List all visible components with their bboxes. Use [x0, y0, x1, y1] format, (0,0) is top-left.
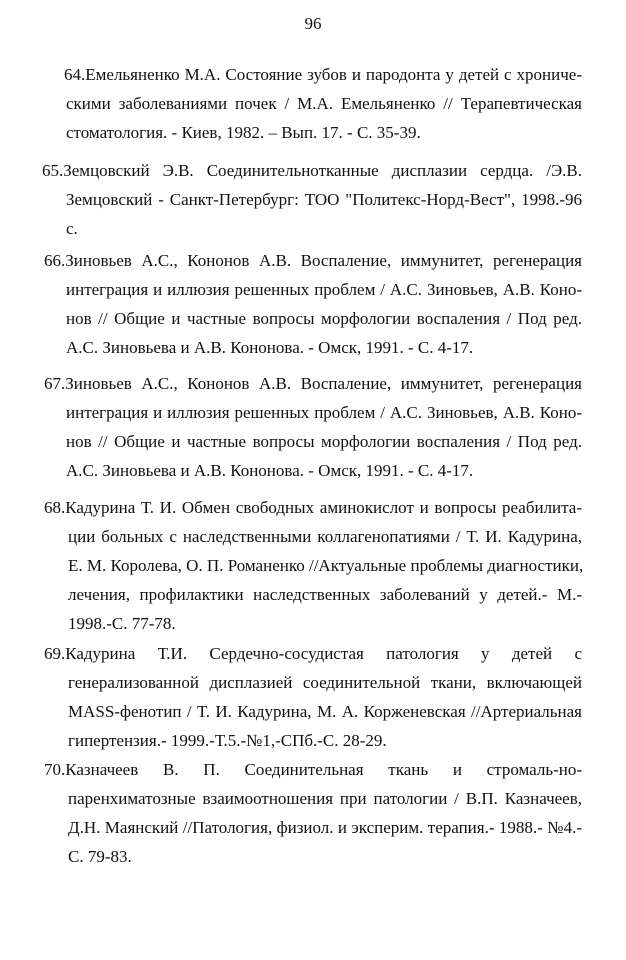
reference-line: скими заболеваниями почек / М.А. Емельяненко // Терапевтическая [66, 94, 582, 113]
reference-first-line [44, 759, 582, 781]
reference-first-line [44, 250, 582, 272]
reference-text: Кадурина Т.И. Сердечно-сосудистая патология у детей с [65, 644, 582, 663]
reference-first-line [64, 64, 582, 86]
reference-first-line [44, 643, 582, 665]
reference-line: лечения, профилактики наследственных заболеваний у детей.- М.- [68, 585, 582, 604]
reference-line: MASS-фенотип / Т. И. Кадурина, М. А. Корженевская //Артериальная [68, 702, 582, 721]
reference-line: паренхиматозные взаимоотношения при патологии / В.П. Казначеев, [68, 789, 582, 808]
reference-line: генерализованной дисплазией соединительной ткани, включающей [68, 673, 582, 692]
reference-number: 70. [44, 760, 66, 779]
reference-number: 68. [44, 498, 66, 517]
reference-text: Кадурина Т. И. Обмен свободных аминокислот и вопросы реабилита- [65, 498, 582, 517]
reference-text: Зиновьев А.С., Кононов А.В. Воспаление, иммунитет, регенерация [65, 374, 582, 393]
reference-first-line [44, 497, 582, 519]
reference-number: 69. [44, 644, 66, 663]
reference-text: Зиновьев А.С., Кононов А.В. Воспаление, иммунитет, регенерация [65, 251, 582, 270]
reference-first-line [44, 373, 582, 395]
reference-number: 64. [64, 65, 86, 84]
reference-line: гипертензия.- 1999.-Т.5.-№1,-СПб.-С. 28-29. [68, 731, 387, 750]
reference-number: 65. [42, 161, 64, 180]
reference-line: Е. М. Королева, О. П. Романенко //Актуальные проблемы диагностики, [68, 556, 584, 575]
reference-text: Земцовский Э.В. Соединительнотканные дисплазии сердца. /Э.В. [63, 161, 582, 180]
reference-line: ции больных с наследственными коллагенопатиями / Т. И. Кадурина, [68, 527, 582, 546]
reference-line: А.С. Зиновьева и А.В. Кононова. - Омск, 1991. - С. 4-17. [66, 461, 474, 480]
reference-line: интеграция и иллюзия решенных проблем / А.С. Зиновьев, А.В. Коно- [66, 403, 582, 422]
reference-line: Д.Н. Маянский //Патология, физиол. и эксперим. терапия.- 1988.- №4.- [68, 818, 582, 837]
page-number: 96 [304, 14, 322, 33]
reference-line: интеграция и иллюзия решенных проблем / А.С. Зиновьев, А.В. Коно- [66, 280, 582, 299]
reference-text: Емельяненко М.А. Состояние зубов и пародонта у детей с хрониче- [85, 65, 582, 84]
reference-line: с. [66, 219, 78, 238]
reference-number: 67. [44, 374, 66, 393]
reference-text: Казначеев В. П. Соединительная ткань и стромаль-но- [65, 760, 582, 779]
reference-line: А.С. Зиновьева и А.В. Кононова. - Омск, 1991. - С. 4-17. [66, 338, 474, 357]
reference-first-line [42, 160, 582, 182]
reference-line: С. 79-83. [68, 847, 132, 866]
reference-line: нов // Общие и частные вопросы морфологии воспаления / Под ред. [66, 432, 582, 451]
reference-number: 66. [44, 251, 66, 270]
reference-line: 1998.-С. 77-78. [68, 614, 176, 633]
reference-line: Земцовский - Санкт-Петербург: ТОО "Политекс-Норд-Вест", 1998.-96 [66, 190, 582, 209]
reference-line: стоматология. - Киев, 1982. – Вып. 17. - С. 35-39. [66, 123, 421, 142]
reference-line: нов // Общие и частные вопросы морфологии воспаления / Под ред. [66, 309, 582, 328]
